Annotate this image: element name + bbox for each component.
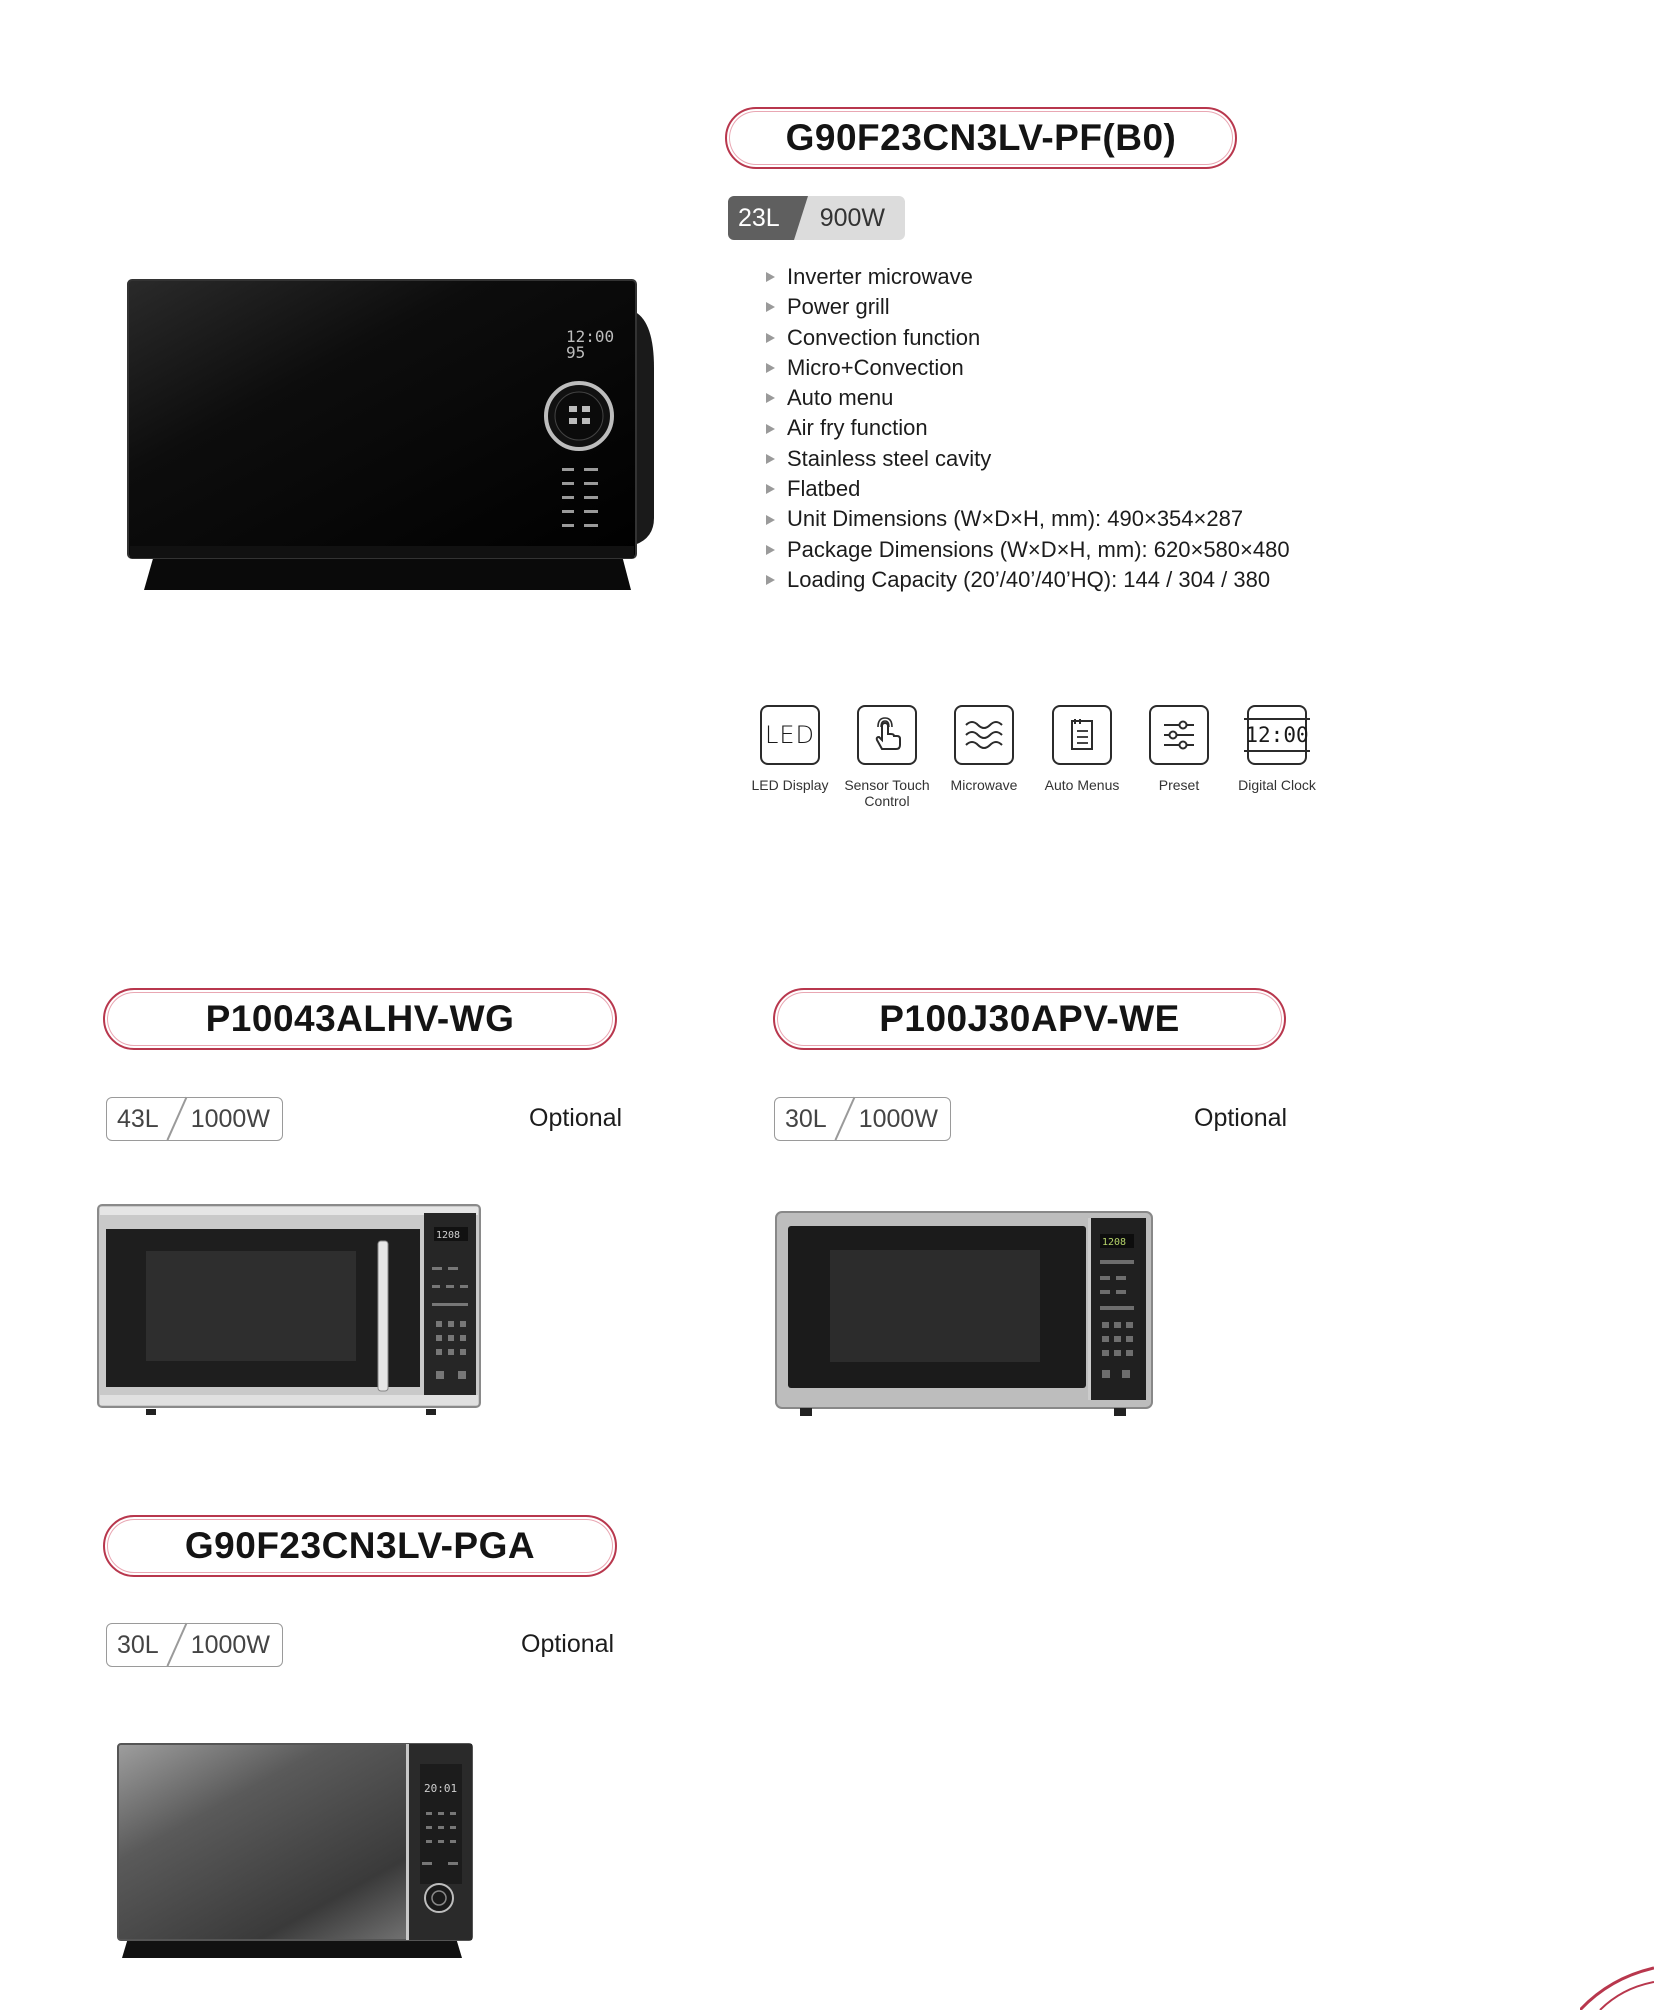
spec-badge (774, 1097, 951, 1141)
microwave-icon (954, 705, 1014, 765)
icon-label: Auto Menus (1044, 777, 1120, 793)
capacity-label: 30L (117, 1630, 159, 1659)
panel-display-readout: 1208 (1102, 1237, 1127, 1248)
product-model-title (103, 1515, 617, 1577)
panel-display-readout: 1208 (436, 1230, 461, 1241)
list-item: Unit Dimensions (W×D×H, mm): 490×354×287 (766, 504, 1290, 534)
capacity-label: 23L (728, 196, 794, 240)
power-label: 900W (794, 196, 905, 240)
optional-label: Optional (529, 1104, 623, 1132)
list-item: Micro+Convection (766, 353, 1290, 383)
list-item: Package Dimensions (W×D×H, mm): 620×580×480 (766, 535, 1290, 565)
main-model-label: G90F23CN3LV-PF(B0) (785, 117, 1177, 158)
slash-divider (167, 1623, 187, 1667)
microwave-image-mirror-glass (116, 1742, 478, 1960)
bullet-arrow-icon (766, 363, 775, 373)
panel-display-readout: 20:01 (424, 1782, 458, 1795)
icon-label: Microwave (950, 777, 1018, 793)
list-item: Convection function (766, 323, 1290, 353)
bullet-arrow-icon (766, 515, 775, 525)
optional-label: Optional (521, 1630, 615, 1658)
product-model-label: P10043ALHV-WG (205, 998, 515, 1039)
main-spec-badge (728, 196, 905, 240)
product-model-label: P100J30APV-WE (879, 998, 1180, 1039)
optional-label: Optional (1194, 1104, 1288, 1132)
main-microwave-image (126, 278, 656, 598)
power-label: 1000W (190, 1104, 270, 1133)
digital-clock-icon: 12:00 (1247, 705, 1307, 765)
capacity-label: 30L (785, 1104, 827, 1133)
power-label: 1000W (858, 1104, 938, 1133)
slash-divider (835, 1097, 855, 1141)
display-readout: 12:00 95 (566, 327, 615, 362)
bullet-arrow-icon (766, 272, 775, 282)
bullet-arrow-icon (766, 333, 775, 343)
feature-list (766, 262, 1290, 595)
list-item: Inverter microwave (766, 262, 1290, 292)
bullet-arrow-icon (766, 454, 775, 464)
bullet-arrow-icon (766, 302, 775, 312)
capacity-label: 43L (117, 1104, 159, 1133)
main-model-title (725, 107, 1237, 169)
microwave-image-stainless-large (96, 1203, 484, 1417)
bullet-arrow-icon (766, 393, 775, 403)
list-item: Air fry function (766, 413, 1290, 443)
bullet-arrow-icon (766, 484, 775, 494)
microwave-image-stainless-compact (774, 1210, 1154, 1418)
waves-icon (962, 715, 1006, 755)
spec-badge (106, 1097, 283, 1141)
preset-icon (1149, 705, 1209, 765)
list-item: Auto menu (766, 383, 1290, 413)
sensor-touch-icon (857, 705, 917, 765)
icon-label: Sensor Touch Control (844, 777, 930, 809)
sliders-icon (1159, 715, 1199, 755)
bullet-arrow-icon (766, 424, 775, 434)
list-item: Loading Capacity (20’/40’/40’HQ): 144 / 304 / 380 (766, 565, 1290, 595)
power-label: 1000W (190, 1630, 270, 1659)
led-display-icon: LED (760, 705, 820, 765)
icon-label: Digital Clock (1238, 777, 1316, 793)
auto-menus-icon (1052, 705, 1112, 765)
spec-badge (106, 1623, 283, 1667)
product-model-title (103, 988, 617, 1050)
menu-book-icon (1062, 715, 1102, 755)
list-item: Flatbed (766, 474, 1290, 504)
product-model-label: G90F23CN3LV-PGA (184, 1525, 536, 1566)
corner-decoration (1580, 1960, 1654, 2010)
icon-label: LED Display (751, 777, 829, 793)
list-item: Stainless steel cavity (766, 444, 1290, 474)
product-model-title (773, 988, 1286, 1050)
slash-divider (167, 1097, 187, 1141)
icon-label: Preset (1158, 777, 1200, 793)
bullet-arrow-icon (766, 575, 775, 585)
bullet-arrow-icon (766, 545, 775, 555)
hand-touch-icon (867, 715, 907, 755)
list-item: Power grill (766, 292, 1290, 322)
